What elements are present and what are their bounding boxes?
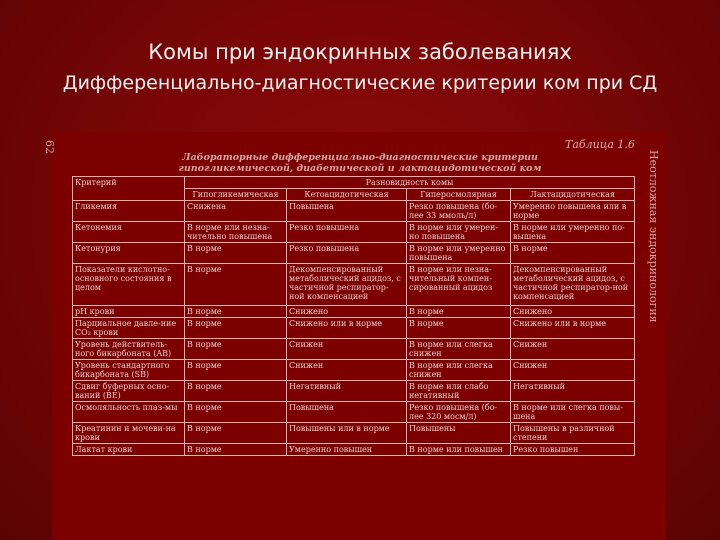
header-row [73,177,635,189]
table-row [73,444,635,456]
value-cell: В норме [185,264,287,306]
value-cell: Декомпенсированный метаболический ацидоз, с частичной респиратор-ной компенсацией [511,264,635,306]
value-cell: Резко повышена (бо-лее 33 ммоль/л) [407,201,511,222]
table-row [73,339,635,360]
value-cell: В норме или незна-чительный компен-сированный ацидоз [407,264,511,306]
criterion-cell: Гликемия [73,201,185,222]
column-header: Кетоацидотическая [287,189,407,201]
value-cell: В норме [185,360,287,381]
value-cell: Умеренно повышена или в норме [511,201,635,222]
value-cell: Повышена [287,402,407,423]
criterion-header: Критерий [73,177,185,201]
value-cell: Снижено [287,306,407,318]
value-cell: Снижен [287,339,407,360]
value-cell: В норме или слегка снижен [407,339,511,360]
column-header: Гипогликемическая [185,189,287,201]
value-cell: В норме или слабо негативный [407,381,511,402]
value-cell: В норме или слегка повы-шена [511,402,635,423]
value-cell: Резко повышена [287,243,407,264]
criterion-cell: Лактат крови [73,444,185,456]
value-cell: Снижена [185,201,287,222]
table-row [73,423,635,444]
value-cell: Повышены в различной степени [511,423,635,444]
table-number: Таблица 1.6 [565,138,635,151]
table-row [73,381,635,402]
table-heading-line-1: Лабораторные дифференциально-диагностические критерии [182,152,538,163]
criterion-cell: Сдвиг буферных осно-ваний (BE) [73,381,185,402]
value-cell: В норме [185,444,287,456]
table-row [73,306,635,318]
value-cell: Умеренно повышен [287,444,407,456]
value-cell: В норме или умеренно повышена [407,243,511,264]
table-row [73,243,635,264]
value-cell: Повышены [407,423,511,444]
value-cell: В норме [185,306,287,318]
value-cell: Декомпенсированный метаболический ацидоз, с частичной респиратор-ной компенсацией [287,264,407,306]
page-number: 62 [43,140,56,154]
column-header: Лактацидотическая [511,189,635,201]
table-row [73,318,635,339]
value-cell: В норме или повышен [407,444,511,456]
criterion-cell: Уровень действитель-ного бикарбоната (AB) [73,339,185,360]
value-cell: Резко повышена (бо-лее 320 мосм/л) [407,402,511,423]
value-cell: В норме или незна-чительно повышена [185,222,287,243]
value-cell: Снижен [511,360,635,381]
value-cell: Негативный [511,381,635,402]
value-cell: Повышена [287,201,407,222]
criterion-cell: Парциальное давле-ние CO₂ крови [73,318,185,339]
value-cell: Снижен [287,360,407,381]
running-title: Неотложная эндокринология [647,150,660,323]
value-cell: Снижено или в норме [287,318,407,339]
criterion-cell: Показатели кислотно-основного состояния в целом [73,264,185,306]
value-cell: В норме или слегка снижен [407,360,511,381]
value-cell: В норме [407,318,511,339]
value-cell: В норме [185,318,287,339]
criterion-cell: Креатинин и мочеви-на крови [73,423,185,444]
value-cell: Снижено [511,306,635,318]
criterion-cell: pH крови [73,306,185,318]
table-row [73,201,635,222]
table-row [73,222,635,243]
value-cell: В норме [185,381,287,402]
value-cell: Повышены или в норме [287,423,407,444]
value-cell: В норме [511,243,635,264]
slide-subtitle: Дифференциально-диагностические критерии ком при СД [62,72,658,94]
value-cell: Резко повышен [511,444,635,456]
slide-title: Комы при эндокринных заболеваниях [148,40,572,64]
table-row [73,360,635,381]
value-cell: В норме [185,423,287,444]
value-cell: В норме или умеренно по-вышена [511,222,635,243]
table-row [73,264,635,306]
criterion-cell: Кетонемия [73,222,185,243]
value-cell: В норме [185,402,287,423]
column-header: Гиперосмолярная [407,189,511,201]
value-cell: Негативный [287,381,407,402]
value-cell: Снижен [511,339,635,360]
value-cell: Резко повышена [287,222,407,243]
criterion-cell: Осмоляльность плаз-мы [73,402,185,423]
value-cell: Снижено или в норме [511,318,635,339]
value-cell: В норме или умерен-но повышена [407,222,511,243]
criterion-cell: Кетонурия [73,243,185,264]
value-cell: В норме [407,306,511,318]
table-heading [130,152,590,174]
criteria-table [72,176,635,456]
table-heading-line-2: гипогликемической, диабетической и лактацидотической ком [178,163,542,174]
value-cell: В норме [185,339,287,360]
criterion-cell: Уровень стандартного бикарбоната (SB) [73,360,185,381]
group-header: Разновидность комы [185,177,635,189]
table-row [73,402,635,423]
value-cell: В норме [185,243,287,264]
